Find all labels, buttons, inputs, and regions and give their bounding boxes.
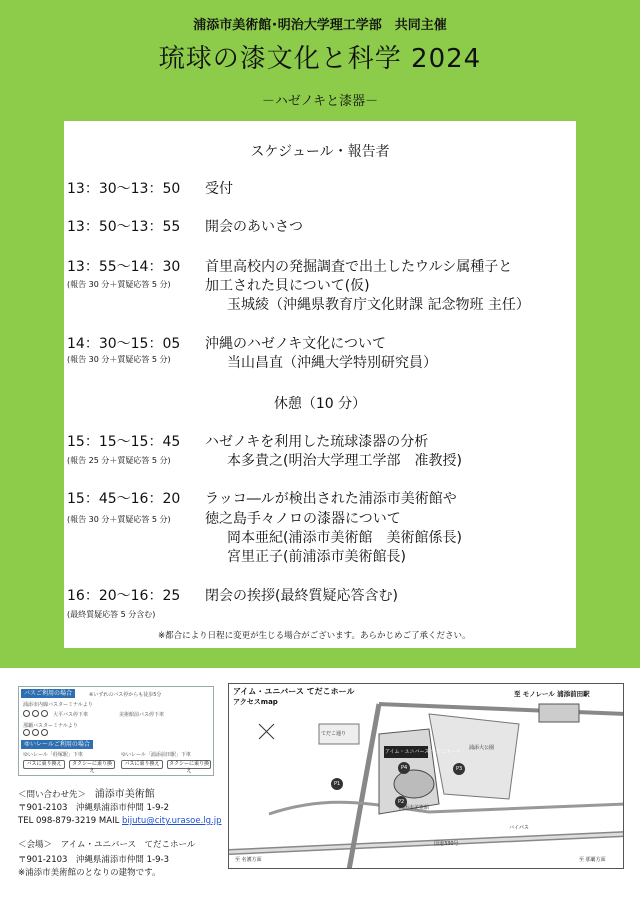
- bus-note: ※いずれのバス停からも徒歩5分: [89, 692, 162, 698]
- venue-label: ＜会場＞: [18, 840, 53, 850]
- inquiry-tel: TEL 098-879-3219 MAIL: [18, 816, 120, 826]
- map-label: 至 那覇方面: [579, 857, 606, 863]
- schedule-card: [64, 121, 576, 648]
- schedule-time: 13：55～14：30: [67, 259, 181, 275]
- map-label: 浦添大公園: [469, 745, 495, 751]
- schedule-time: 14：30～15：05: [67, 336, 181, 352]
- building-right: [539, 704, 579, 722]
- bus-title: バスご利用の場合: [21, 689, 75, 698]
- schedule-time: 13：50～13：55: [67, 219, 181, 235]
- map-hall-label: アイム・ユニバース てだこホール: [385, 749, 461, 755]
- venue-address: 〒901-2103 沖縄県浦添市仲間 1-9-3: [18, 855, 169, 865]
- bus-stop-icon: [32, 710, 39, 717]
- map-parking-label: P3: [456, 766, 463, 772]
- page-title: 琉球の漆文化と科学 2024: [158, 44, 482, 74]
- schedule-speaker: 玉城綾（沖縄県教育庁文化財課 記念物班 主任）: [227, 297, 530, 313]
- rail-title: ゆいレールご利用の場合: [21, 740, 93, 749]
- schedule-line: ハゼノキを利用した琉球漆器の分析: [205, 434, 429, 450]
- break-label: 休憩（10 分）: [273, 396, 367, 412]
- inquiry-contact: [18, 816, 222, 826]
- rail-option: タクシーに乗り換え: [69, 760, 115, 769]
- schedule-line: 閉会の挨拶(最終質疑応答含む): [205, 588, 398, 604]
- rail-option: バスに乗り換え: [23, 760, 65, 769]
- schedule-line: ラッコ―ルが検出された浦添市美術館や: [205, 491, 457, 507]
- map-museum-label: 浦添市美術館: [399, 805, 430, 811]
- schedule-time: 15：15～15：45: [67, 434, 181, 450]
- inquiry-address: 〒901-2103 沖縄県浦添市仲間 1-9-2: [18, 803, 169, 813]
- schedule-line: 徳之島手々ノロの漆器について: [205, 511, 401, 527]
- inquiry-label: ＜問い合わせ先＞: [18, 790, 87, 800]
- map-parking-label: P4: [401, 765, 408, 771]
- museum-building: [394, 770, 434, 798]
- map-title: アイム・ユニバース てだこホール: [233, 687, 355, 696]
- rail-option: タクシーに乗り換え: [168, 761, 209, 774]
- venue-name: アイム・ユニバース てだこホール: [60, 840, 196, 850]
- rail-station: ゆいレール「経塚駅」下車: [23, 752, 83, 758]
- map-monorail-label: 至 モノレール 浦添前田駅: [514, 690, 590, 698]
- map-drawing: [229, 684, 624, 869]
- schedule-heading: スケジュール・報告者: [250, 144, 390, 160]
- schedule-line: 受付: [205, 181, 233, 197]
- schedule-speaker: 岡本亜紀(浦添市美術館 美術館係長): [227, 530, 462, 546]
- map-parking-label: P2: [398, 799, 405, 805]
- map-label: 至 名護方面: [235, 857, 262, 863]
- schedule-speaker: 本多貴之(明治大学理工学部 准教授): [227, 453, 462, 469]
- schedule-line: 加工された貝について(仮): [205, 278, 370, 294]
- bus-route: 美術館前バス停下車: [119, 712, 165, 718]
- map-label: てだこ通り: [321, 731, 347, 737]
- venue-note: ※浦添市美術館のとなりの建物です。: [18, 868, 161, 878]
- schedule-time: 15：45～16：20: [67, 491, 181, 507]
- schedule-note: (報告 30 分＋質疑応答 5 分): [67, 515, 171, 524]
- park-area: [429, 714, 519, 799]
- schedule-note: (最終質疑応答 5 分含む): [67, 610, 156, 619]
- map-road-label: 国道330号: [434, 841, 459, 847]
- bus-stop-icon: [32, 729, 39, 736]
- schedule-time: 16：20～16：25: [67, 588, 181, 604]
- inquiry-name: 浦添市美術館: [94, 789, 155, 800]
- schedule-note: (報告 25 分＋質疑応答 5 分): [67, 456, 171, 465]
- schedule-line: 首里高校内の発掘調査で出土したウルシ属種子と: [205, 259, 513, 275]
- schedule-speaker: 当山昌直（沖縄大学特別研究員）: [227, 355, 437, 371]
- map-parking-label: P1: [334, 781, 341, 787]
- transport-box: [18, 686, 214, 776]
- bus-subtitle: 浦添市内線バスターミナルより: [23, 702, 93, 708]
- cohost-line: 浦添市美術館･明治大学理工学部 共同主催: [193, 18, 447, 33]
- schedule-notice: ※都合により日程に変更が生じる場合がございます。あらかじめご了承ください。: [158, 631, 471, 641]
- schedule-speaker: 宮里正子(前浦添市美術館長): [227, 549, 406, 565]
- bus-stop-icon: [23, 710, 30, 717]
- schedule-note: (報告 30 分＋質疑応答 5 分): [67, 355, 171, 364]
- inquiry-email-link[interactable]: bijutu@city.urasoe.lg.jp: [122, 816, 222, 826]
- map-subtitle: アクセスmap: [233, 698, 278, 706]
- rail-option: バスに乗り換え: [121, 760, 163, 769]
- bus-stop-icon: [41, 710, 48, 717]
- bus-stop-icon: [23, 729, 30, 736]
- page-subtitle: －ハゼノキと漆器－: [261, 94, 379, 109]
- schedule-time: 13：30～13：50: [67, 181, 181, 197]
- bus-route: 大平バス停下車: [53, 712, 89, 718]
- schedule-line: 沖縄のハゼノキ文化について: [205, 336, 387, 352]
- venue-block: [18, 838, 195, 850]
- schedule-line: 開会のあいさつ: [205, 219, 303, 235]
- access-map: [228, 683, 624, 869]
- bus-origin: 那覇バスターミナルより: [23, 723, 78, 729]
- bus-stop-icon: [41, 729, 48, 736]
- rail-station: ゆいレール「浦添前田駅」下車: [121, 752, 191, 758]
- schedule-note: (報告 30 分＋質疑応答 5 分): [67, 280, 171, 289]
- map-label: バイパス: [509, 825, 529, 831]
- inquiry-block: [18, 785, 155, 800]
